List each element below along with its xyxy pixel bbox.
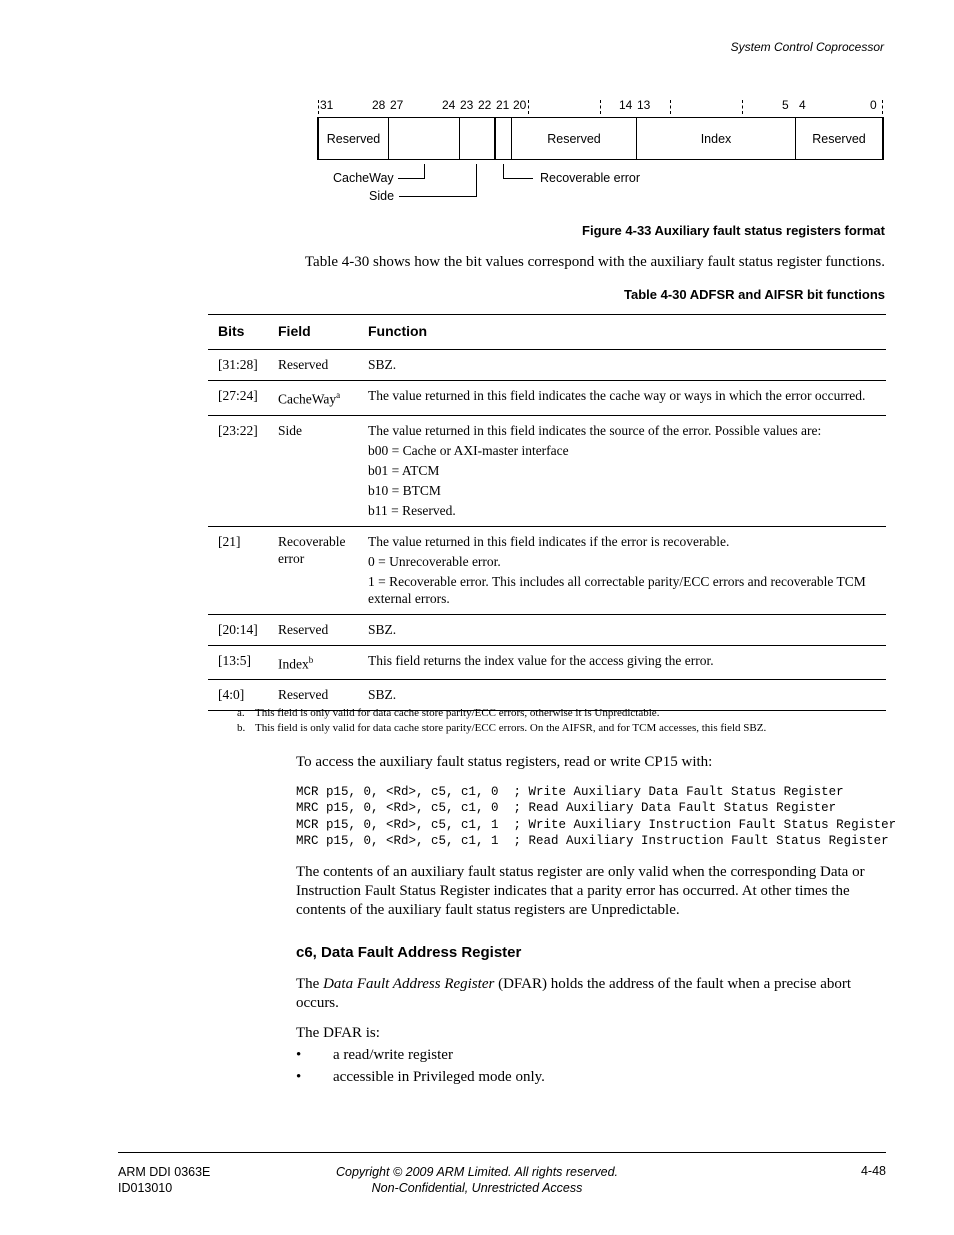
table-body [208, 350, 886, 711]
bit-tick [742, 100, 743, 114]
cell-bits: [27:24] [208, 381, 268, 416]
bit-number: 0 [870, 98, 877, 112]
bit-number: 27 [390, 98, 404, 112]
function-line: The value returned in this field indicates the cache way or ways in which the error occurred. [368, 388, 866, 403]
function-line: The value returned in this field indicates if the error is recoverable. [368, 533, 730, 549]
bit-number: 23 [460, 98, 474, 112]
cell-bits: [13:5] [208, 645, 268, 680]
field-side [459, 117, 494, 160]
table-row [208, 645, 886, 680]
register-format-diagram [300, 92, 900, 212]
running-header: System Control Coprocessor [730, 40, 884, 54]
dfar-pre: The [296, 976, 324, 992]
field-name: Index [278, 656, 309, 671]
callout-side: Side [369, 189, 395, 203]
header-bits: Bits [208, 315, 268, 350]
dfar-bullet-list [296, 1047, 545, 1091]
recoverable-leader [503, 178, 533, 179]
dfar-paragraph [296, 975, 888, 1013]
function-line: b10 = BTCM [368, 482, 441, 498]
bit-number: 14 [619, 98, 633, 112]
field-reserved-31-28: Reserved [317, 117, 388, 160]
bit-tick [670, 100, 671, 114]
bit-functions-table [208, 314, 886, 711]
cell-field [268, 415, 358, 526]
list-item-text: accessible in Privileged mode only. [333, 1069, 545, 1085]
footnote-mark: b. [237, 722, 246, 734]
footer-copyright-block [300, 1164, 654, 1196]
bit-tick [528, 100, 529, 114]
footnote-text: This field is only valid for data cache store parity/ECC errors, otherwise it is Unpredictable. [255, 707, 660, 719]
footnote-text: This field is only valid for data cache store parity/ECC errors. On the AIFSR, and for TCM accesses, this field SBZ. [255, 722, 767, 734]
table-row [208, 415, 886, 526]
bit-number: 24 [442, 98, 456, 112]
cell-function [358, 645, 886, 680]
function-line: The value returned in this field indicates the source of the error. Possible values are: [368, 422, 822, 438]
cell-function [358, 415, 886, 526]
footer-access: Non-Confidential, Unrestricted Access [371, 1181, 583, 1195]
cell-bits: [23:22] [208, 415, 268, 526]
bit-number: 22 [478, 98, 492, 112]
footnote [237, 721, 766, 736]
cell-field [268, 350, 358, 381]
field-reserved-20-14: Reserved [511, 117, 636, 160]
code-block [296, 784, 896, 849]
function-line: SBZ. [368, 621, 397, 637]
table-row [208, 381, 886, 416]
field-reserved-4-0: Reserved [795, 117, 884, 160]
field-cacheway [388, 117, 459, 160]
footer-page-number: 4-48 [860, 1164, 886, 1178]
bit-number: 21 [496, 98, 510, 112]
field-index: Index [636, 117, 795, 160]
footnote-ref: b [308, 654, 314, 665]
callout-cacheway: CacheWay [333, 171, 394, 185]
section-heading: c6, Data Fault Address Register [296, 944, 522, 961]
cacheway-leader [424, 164, 425, 178]
function-line: b00 = Cache or AXI-master interface [368, 442, 569, 458]
cell-field [268, 381, 358, 416]
bit-number: 5 [782, 98, 789, 112]
bit-number: 4 [799, 98, 806, 112]
cell-function [358, 614, 886, 645]
dfar-term: Data Fault Address Register [323, 976, 495, 992]
dfar-is-text: The DFAR is: [296, 1025, 380, 1041]
function-line: 0 = Unrecoverable error. [368, 553, 501, 569]
function-line: SBZ. [368, 687, 397, 702]
code-line: MCR p15, 0, <Rd>, c5, c1, 1 ; Write Auxiliary Instruction Fault Status Register [296, 817, 897, 832]
contents-paragraph: The contents of an auxiliary fault status register are only valid when the corresponding Data or Instruction Fault Status Register indicates that a parity error has occurred. At other times the contents of the auxiliary fault status registers are Unpredictable. [296, 864, 865, 918]
cell-function [358, 350, 886, 381]
bit-number: 20 [513, 98, 527, 112]
bit-number: 31 [320, 98, 334, 112]
bit-tick [600, 100, 601, 114]
recoverable-leader [503, 164, 504, 178]
cell-field [268, 614, 358, 645]
list-item [296, 1047, 545, 1069]
table-header-row [208, 315, 886, 350]
function-line: This field returns the index value for the access giving the error. [368, 652, 714, 668]
footnote-ref: a [336, 390, 341, 400]
footer-copyright: Copyright © 2009 ARM Limited. All rights reserved. [335, 1165, 618, 1179]
side-leader [476, 164, 477, 196]
bit-tick [318, 100, 319, 114]
cell-function [358, 381, 886, 416]
field-name: Reserved [278, 357, 329, 372]
list-item-text: a read/write register [333, 1047, 453, 1063]
field-name: Reserved [278, 621, 329, 637]
field-recoverable [494, 117, 511, 160]
field-name: Side [278, 422, 303, 438]
table-row [208, 526, 886, 614]
header-function: Function [358, 315, 886, 350]
field-name: Recoverable error [278, 533, 346, 566]
function-line: b11 = Reserved. [368, 502, 456, 518]
figure-caption: Figure 4-33 Auxiliary fault status registers format [582, 223, 885, 238]
header-field: Field [268, 315, 358, 350]
table-footnotes [237, 706, 766, 736]
footer-divider [118, 1152, 886, 1153]
footer-issue-id: ID013010 [118, 1181, 173, 1195]
code-line: MRC p15, 0, <Rd>, c5, c1, 1 ; Read Auxiliary Instruction Fault Status Register [296, 833, 889, 848]
field-name: Reserved [278, 687, 329, 702]
callout-recoverable: Recoverable error [540, 171, 641, 185]
function-line: 1 = Recoverable error. This includes all correctable parity/ECC errors and recoverable TCM external errors. [368, 573, 866, 606]
bullet-icon: • [296, 1069, 302, 1085]
bit-number: 13 [637, 98, 651, 112]
cell-bits: [4:0] [208, 680, 268, 711]
bullet-icon: • [296, 1047, 302, 1063]
cell-bits: [21] [208, 526, 268, 614]
table-row [208, 350, 886, 381]
dfar-post: (DFAR) holds the address of the fault when a precise abort occurs. [296, 976, 852, 1011]
access-paragraph: To access the auxiliary fault status registers, read or write CP15 with: [296, 754, 713, 770]
code-line: MRC p15, 0, <Rd>, c5, c1, 0 ; Read Auxiliary Data Fault Status Register [296, 801, 837, 816]
intro-paragraph: Table 4-30 shows how the bit values correspond with the auxiliary fault status register functions. [304, 254, 885, 270]
table-row [208, 614, 886, 645]
footer-doc-id: ARM DDI 0363E [118, 1165, 211, 1179]
bit-number: 28 [372, 98, 386, 112]
function-line: b01 = ATCM [368, 462, 440, 478]
bit-tick [882, 100, 883, 114]
footnote [237, 706, 766, 721]
function-line: SBZ. [368, 357, 397, 372]
list-item [296, 1069, 545, 1091]
cell-bits: [20:14] [208, 614, 268, 645]
table-caption: Table 4-30 ADFSR and AIFSR bit functions [624, 287, 885, 302]
cell-function [358, 526, 886, 614]
cell-bits: [31:28] [208, 350, 268, 381]
footnote-mark: a. [237, 707, 245, 719]
cacheway-leader [398, 178, 425, 179]
field-name: CacheWay [278, 391, 337, 407]
code-line: MCR p15, 0, <Rd>, c5, c1, 0 ; Write Auxiliary Data Fault Status Register [296, 785, 844, 799]
cell-field [268, 526, 358, 614]
side-leader [399, 196, 477, 197]
footer-doc-info [118, 1164, 210, 1196]
cell-field [268, 645, 358, 680]
